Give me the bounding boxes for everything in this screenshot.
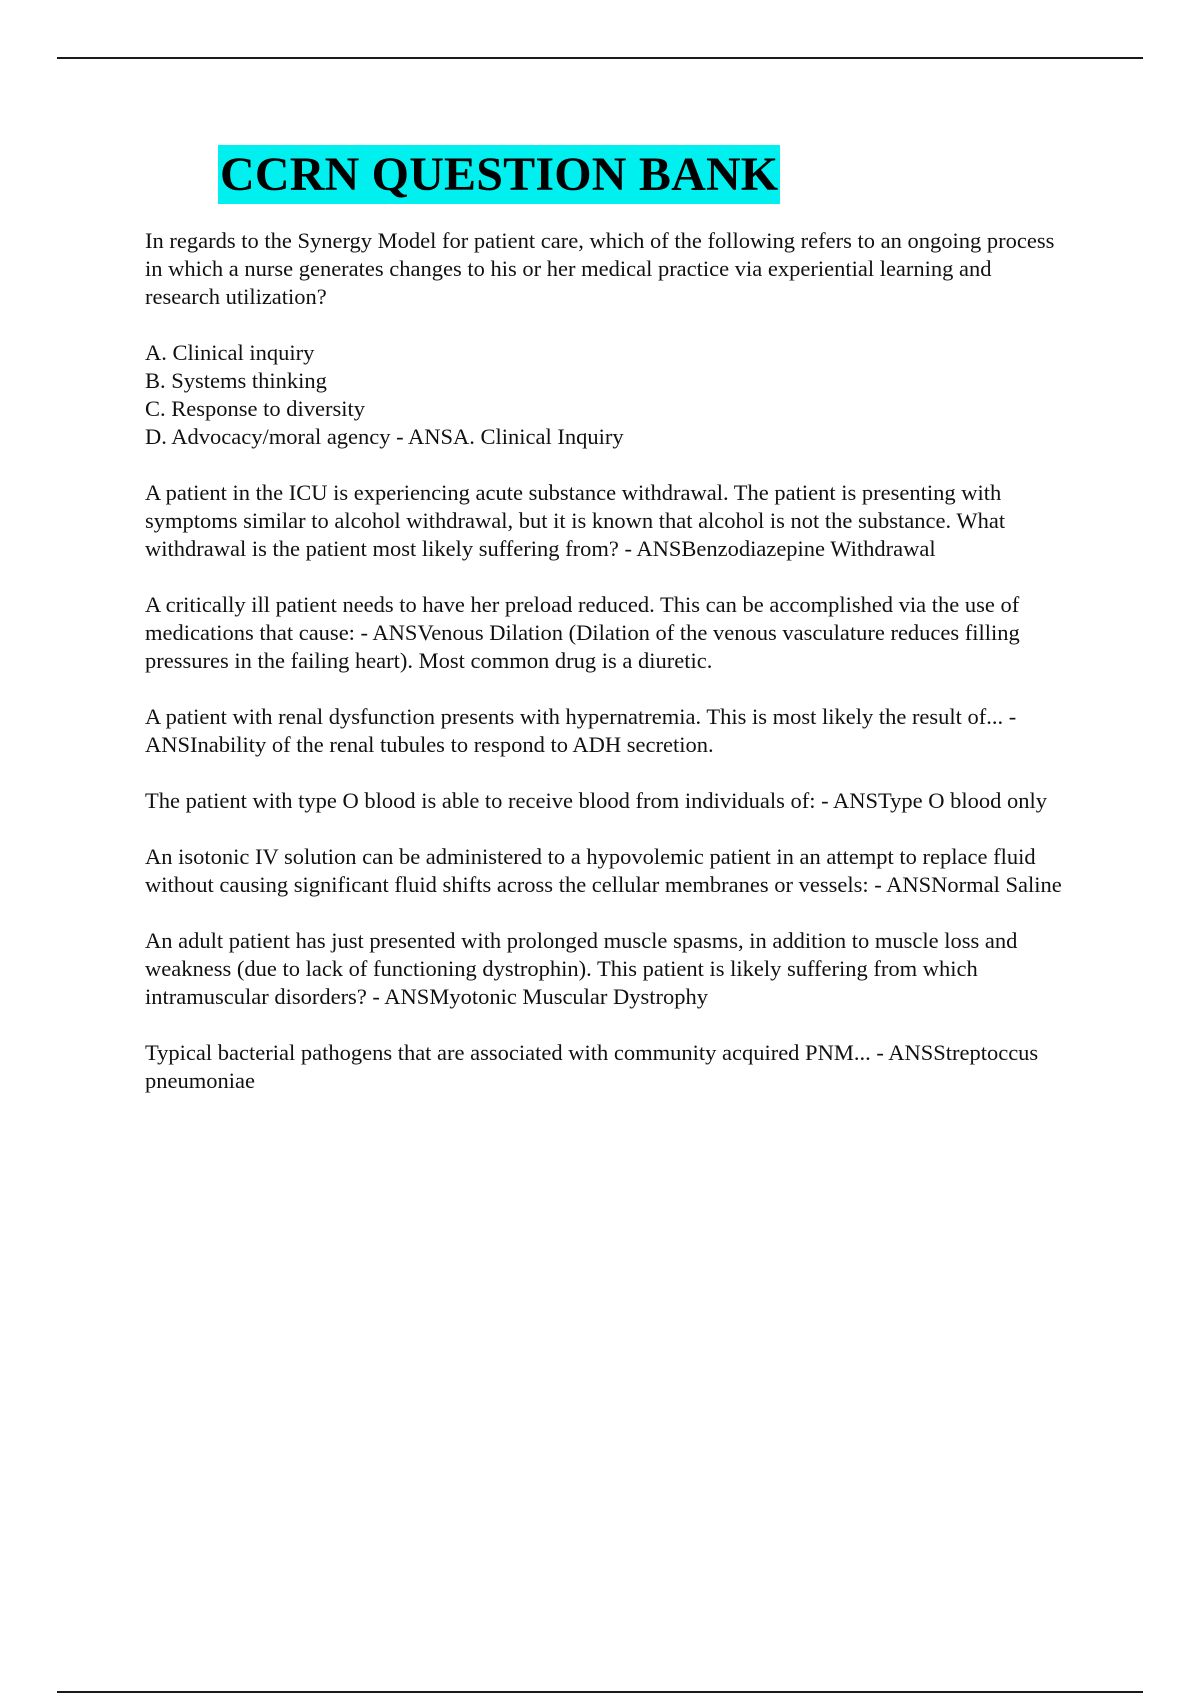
question-7: An adult patient has just presented with prolonged muscle spasms, in addition to muscle loss and weakness (due to lack of functioning dystrophin). This patient is likely suffering from which intramuscular disorders? - ANSMyotonic Muscular Dystrophy	[145, 928, 1018, 1009]
question-2: A patient in the ICU is experiencing acute substance withdrawal. The patient is presenting with symptoms similar to alcohol withdrawal, but it is known that alcohol is not the substance. What withdrawal is the patient most likely suffering from? - ANSBenzodiazepine Withdrawal	[145, 480, 1006, 561]
title-block	[218, 145, 780, 204]
option-a: A. Clinical inquiry	[145, 340, 315, 365]
question-list	[145, 227, 1065, 1123]
top-rule	[57, 57, 1143, 59]
question-4: A patient with renal dysfunction presents with hypernatremia. This is most likely the result of... - ANSInability of the renal tubules to respond to ADH secretion.	[145, 704, 1017, 757]
question-5: The patient with type O blood is able to receive blood from individuals of: - ANSType O blood only	[145, 788, 1048, 813]
option-b: B. Systems thinking	[145, 368, 327, 393]
option-d-answer: D. Advocacy/moral agency - ANSA. Clinical Inquiry	[145, 424, 624, 449]
question-3: A critically ill patient needs to have her preload reduced. This can be accomplished via the use of medications that cause: - ANSVenous Dilation (Dilation of the venous vasculature reduces filling pressures in the failing heart). Most common drug is a diuretic.	[145, 592, 1020, 673]
question-1-options	[145, 339, 1065, 451]
question-6: An isotonic IV solution can be administered to a hypovolemic patient in an attempt to replace fluid without causing significant fluid shifts across the cellular membranes or vessels: - ANSNormal Saline	[145, 844, 1062, 897]
bottom-rule	[57, 1691, 1143, 1693]
page-title: CCRN QUESTION BANK	[218, 145, 780, 204]
question-8: Typical bacterial pathogens that are associated with community acquired PNM... - ANSStreptoccus pneumoniae	[145, 1040, 1039, 1093]
option-c: C. Response to diversity	[145, 396, 365, 421]
question-1: In regards to the Synergy Model for patient care, which of the following refers to an ongoing process in which a nurse generates changes to his or her medical practice via experiential learning and research utilization?	[145, 228, 1055, 309]
